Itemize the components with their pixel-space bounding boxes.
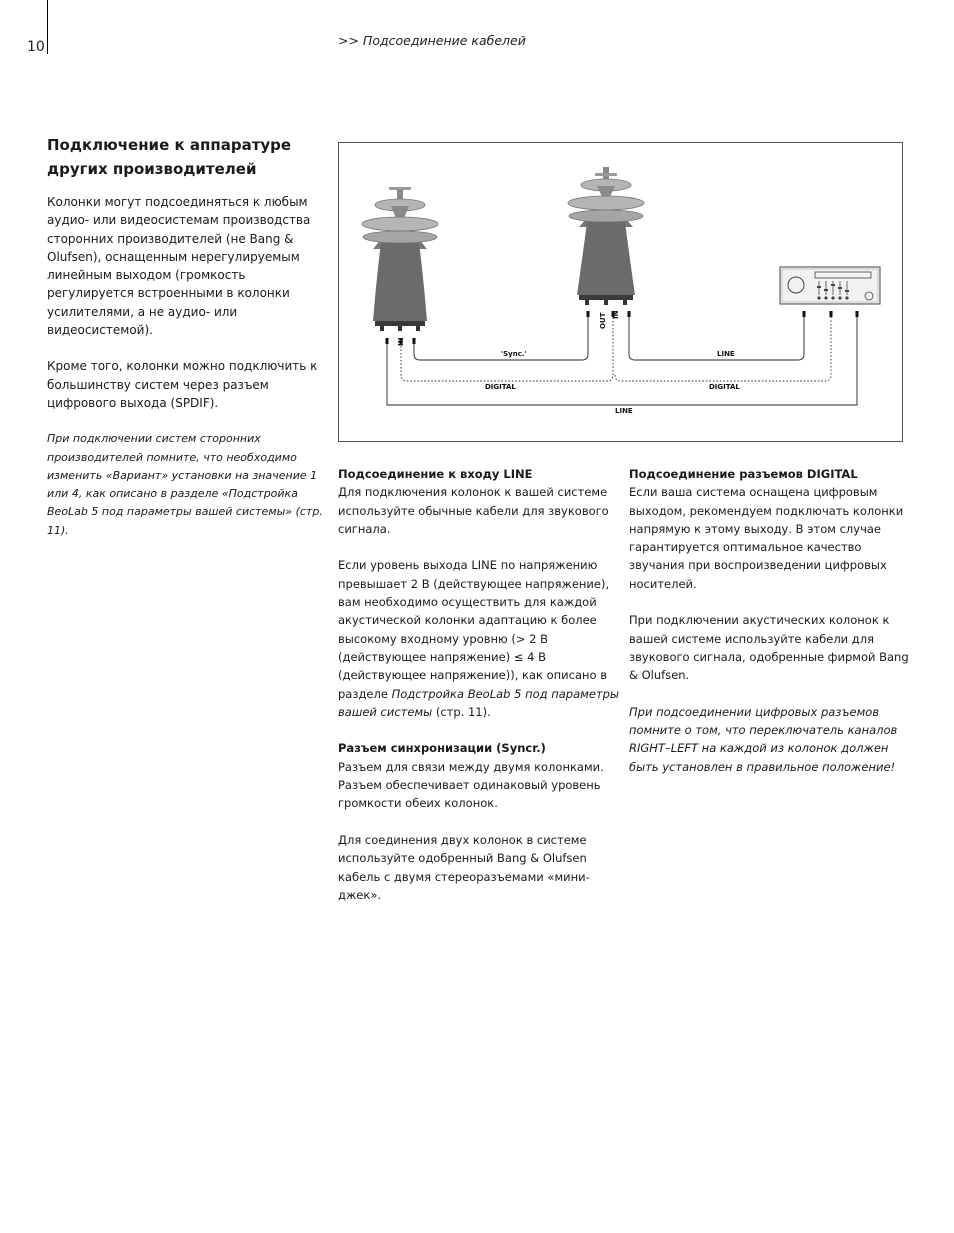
digital-heading: Подсоединение разъемов DIGITAL	[629, 467, 858, 481]
sync-paragraph-2: Для соединения двух колонок в системе используйте одобренный Bang & Olufsen кабель с двумя стереоразъемами «мини-джек».	[338, 832, 590, 902]
beolab-reference-link-text: Подстройка BeoLab 5 под параметры вашей системы	[338, 686, 619, 719]
label-in-left: IN	[397, 337, 405, 346]
sync-heading: Разъем синхронизации (Syncr.)	[338, 741, 546, 756]
digital-note: При подсоединении цифровых разъемов помните о том, что переключатель каналов RIGHT–LEFT на каждой из колонок должен быть установлен в правильное положение!	[629, 704, 898, 774]
line-input-paragraph-1: Для подключения колонок к вашей системе используйте обычные кабели для звукового сигнала.	[338, 485, 609, 536]
digital-cables	[401, 317, 831, 381]
line-input-heading: Подсоединение к входу LINE	[338, 467, 533, 481]
cable-plugs	[386, 311, 859, 344]
label-digital-left: DIGITAL	[485, 383, 516, 391]
label-sync: 'Sync.'	[501, 350, 527, 358]
connection-diagram-svg	[339, 143, 902, 441]
middle-column	[338, 465, 620, 922]
middle-speaker	[568, 167, 644, 305]
label-in-right: IN	[612, 310, 620, 319]
audio-receiver	[780, 267, 880, 304]
label-line-bottom: LINE	[615, 407, 633, 415]
page-margin-rule	[47, 0, 48, 54]
variant-note: При подключении систем сторонних производителей помните, что необходимо изменить «Вариант» установки на значение 1 или 4, как описано в разделе «Подстройка BeoLab 5 под параметры вашей системы» (стр. 11).	[47, 432, 323, 537]
right-column	[629, 465, 909, 794]
left-speaker	[362, 187, 438, 331]
spdif-paragraph: Кроме того, колонки можно подключить к большинству систем через разъем цифрового выхода (SPDIF).	[47, 359, 318, 410]
connection-diagram	[338, 142, 903, 442]
left-column	[47, 133, 331, 540]
running-header: >> Подсоединение кабелей	[338, 33, 526, 48]
sync-paragraph-1: Разъем для связи между двумя колонками. Разъем обеспечивает одинаковый уровень громкости обеих колонок.	[338, 759, 604, 811]
label-line-right: LINE	[717, 350, 735, 358]
intro-paragraph: Колонки могут подсоединяться к любым аудио- или видеосистемам производства сторонних производителей (не Bang & Olufsen), оснащенным нерегулируемым линейным выходом (громкость регулируется встроенными в колонки усилителями, а не аудио- или видеосистемой).	[47, 195, 311, 338]
label-digital-right: DIGITAL	[709, 383, 740, 391]
label-out: OUT	[599, 312, 607, 329]
line-cables	[387, 317, 857, 405]
digital-paragraph-1: Если ваша система оснащена цифровым выходом, рекомендуем подключать колонки напрямую к этому выходу. В этом случае гарантируется оптимальное качество звучания при воспроизведении цифровых носителей.	[629, 485, 904, 591]
line-input-paragraph-2: Если уровень выхода LINE по напряжению превышает 2 В (действующее напряжение), вам необходимо осуществить для каждой акустической колонки адаптацию к более высокому входному уровню (> 2 В (действующее напряжение) ≤ 4 В (действующее напряжение)), как описано в разделе Подстройка BeoLab 5 под параметры вашей системы (стр. 11).	[338, 558, 619, 719]
section-title: Подключение к аппаратуре других производителей	[47, 136, 292, 178]
page-number: 10	[27, 39, 45, 55]
digital-paragraph-2: При подключении акустических колонок к вашей системе используйте кабели для звукового сигнала, одобренные фирмой Bang & Olufsen.	[629, 613, 909, 683]
